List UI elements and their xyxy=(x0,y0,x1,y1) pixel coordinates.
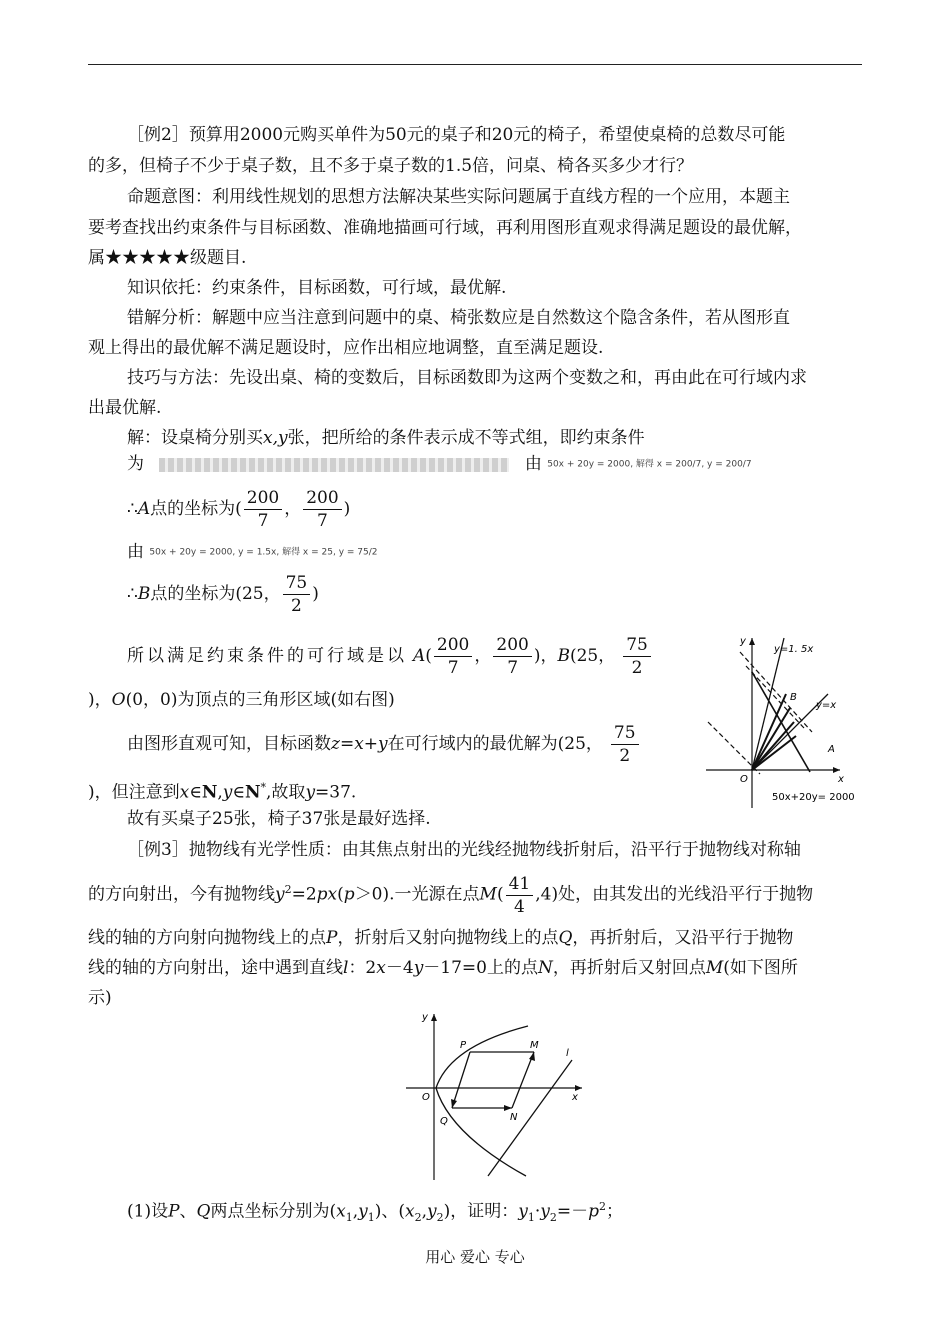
t: 的方向射出，今有抛物线 xyxy=(88,884,275,905)
t: )，证明： xyxy=(443,1201,519,1222)
comma: , xyxy=(217,782,223,803)
hatch-1 xyxy=(752,694,786,770)
fraction-75-2b xyxy=(623,634,651,679)
t: 、 xyxy=(179,1201,197,1222)
right-paren: ) xyxy=(343,499,351,519)
system1-tiny: 50x + 20y = 2000, 解得 x = 200/7, y = 200/7 xyxy=(547,459,752,470)
var-y: y xyxy=(540,1201,550,1222)
feasible-b-text: (25， xyxy=(569,646,616,666)
intent-line1: 命题意图：利用线性规划的思想方法解决某些实际问题属于直线方程的一个应用，本题主 xyxy=(127,187,790,207)
numerator: 75 xyxy=(611,722,639,745)
fraction-200-7c xyxy=(434,634,472,679)
x-arrow xyxy=(833,767,840,773)
t: ,4)处，由其发出的光线沿平行于抛物 xyxy=(535,884,814,905)
feasible-text: 所以满足约束条件的可行域是以 xyxy=(127,646,407,666)
t: ，再折射后，又沿平行于抛物 xyxy=(572,928,794,948)
var-y: y xyxy=(222,782,233,803)
solution-line xyxy=(127,426,645,450)
error-line1: 错解分析：解题中应当注意到问题中的桌、椅张数应是自然数这个隐含条件，若从图形直 xyxy=(127,308,790,328)
t: ( xyxy=(337,884,344,905)
point-a-text: 点的坐标为( xyxy=(150,499,242,519)
line-l xyxy=(488,1060,572,1176)
ex3-line3 xyxy=(88,926,793,950)
denominator: 4 xyxy=(514,896,525,917)
point-q: Q xyxy=(196,1201,211,1222)
arrow-q xyxy=(451,1099,457,1108)
sub: 2 xyxy=(549,1211,557,1225)
point-q: Q xyxy=(558,928,573,948)
denominator: 7 xyxy=(257,511,269,531)
star-sup: * xyxy=(260,781,267,794)
sub: 2 xyxy=(436,1211,444,1225)
comma: ， xyxy=(474,646,492,666)
dot: · xyxy=(534,1201,541,1222)
ex3-line4 xyxy=(88,956,798,980)
ex3-line2 xyxy=(88,866,813,919)
comma: ， xyxy=(284,499,302,519)
point-m: M xyxy=(479,884,497,905)
fraction-41-4 xyxy=(506,873,534,918)
t: (如下图所 xyxy=(723,958,798,978)
feasible-d-text: (0，0)为顶点的三角形区域(如右图) xyxy=(125,690,395,710)
feasible-region-line2 xyxy=(88,688,395,712)
objective-line-2 xyxy=(740,652,812,732)
element-of: ∈ xyxy=(189,782,202,803)
note-text: )，但注意到 xyxy=(88,782,180,803)
y-label: y xyxy=(422,1012,428,1023)
t: ，再折射后又射回点 xyxy=(552,958,706,978)
sub: 2 xyxy=(414,1211,422,1225)
var-p: p xyxy=(588,1201,600,1222)
constraint-line xyxy=(127,452,752,477)
x-arrow xyxy=(575,1085,582,1091)
ex3-line5: 示) xyxy=(88,988,112,1008)
m-label: M xyxy=(530,1040,539,1051)
point-b-name: B xyxy=(137,584,151,604)
system2-tiny: 50x + 20y = 2000, y = 1.5x, 解得 x = 25, y = 75/2 xyxy=(149,547,378,558)
y-arrow xyxy=(431,1014,437,1021)
ray-n-to-m xyxy=(512,1052,534,1108)
o-label: O xyxy=(422,1092,430,1103)
optimum-text-b: 在可行域内的最优解为(25， xyxy=(387,734,603,754)
point-p: P xyxy=(168,1201,180,1222)
t: ； xyxy=(606,1201,624,1222)
point-a-name: A xyxy=(137,499,151,519)
arrow-m xyxy=(529,1052,535,1061)
integer-note-line xyxy=(88,776,356,805)
paren-comma: )， xyxy=(533,646,558,666)
o-label: O xyxy=(740,774,748,785)
x-label: x xyxy=(838,774,844,785)
var-y: y xyxy=(275,884,285,905)
t: 线的轴的方向射出，途中遇到直线 xyxy=(88,958,343,978)
objective-function: z=x+y xyxy=(331,734,388,754)
arrow-n xyxy=(504,1105,512,1111)
sub: 1 xyxy=(527,1211,535,1225)
y-arrow xyxy=(749,638,755,645)
p-label: P xyxy=(460,1040,467,1051)
b-label: B xyxy=(790,692,797,703)
point-b-text: 点的坐标为(25， xyxy=(150,584,281,604)
answer-line: 故有买桌子25张，椅子37张是最好选择. xyxy=(127,809,431,829)
point-b-line xyxy=(127,570,319,618)
figure-feasible-region xyxy=(700,632,878,810)
t: (1)设 xyxy=(127,1201,169,1222)
a-label: A xyxy=(828,744,835,755)
denominator: 7 xyxy=(507,658,519,678)
you-text-2: 由 xyxy=(127,542,144,562)
optimum-text-a: 由图形直观可知，目标函数 xyxy=(127,734,331,754)
solution-text-a: 解：设桌椅分别买 xyxy=(127,428,263,448)
t: ( xyxy=(496,884,504,905)
point-a-line xyxy=(127,485,350,533)
fraction-75-2c xyxy=(611,722,639,767)
numerator: 200 xyxy=(303,487,341,510)
var-px: px xyxy=(316,884,338,905)
question-1-line xyxy=(127,1195,623,1230)
numerator: 41 xyxy=(506,873,534,896)
fraction-200-7b xyxy=(303,487,341,532)
fraction-75-2 xyxy=(283,572,311,617)
line1-label: y=1. 5x xyxy=(774,644,814,655)
note-text-d: ,故取 xyxy=(266,782,306,803)
feasible-b: B xyxy=(557,646,570,666)
t: 两点坐标分别为( xyxy=(210,1201,337,1222)
y-label: y xyxy=(740,636,746,647)
note-text-e: =37. xyxy=(315,782,357,803)
fraction-200-7d xyxy=(493,634,531,679)
numerator: 75 xyxy=(623,634,651,657)
paren-comma: )， xyxy=(88,690,112,710)
t: =－ xyxy=(556,1201,589,1222)
numerator: 75 xyxy=(283,572,311,595)
denominator: 2 xyxy=(291,596,302,616)
denominator: 2 xyxy=(619,746,631,766)
var-y: y xyxy=(358,1201,368,1222)
denominator: 7 xyxy=(447,658,459,678)
sub: 1 xyxy=(367,1211,375,1225)
intent-line3: 属★★★★★级题目. xyxy=(88,248,247,268)
line-l: l xyxy=(343,958,349,978)
fraction-200-7 xyxy=(244,487,282,532)
wei-text: 为 xyxy=(127,454,144,474)
denominator: 2 xyxy=(631,658,643,678)
basis-line: 知识依托：约束条件，目标函数，可行域，最优解. xyxy=(127,278,507,298)
t: , xyxy=(352,1201,359,1222)
error-line2: 观上得出的最优解不满足题设时，应作出相应地调整，直至满足题设. xyxy=(88,338,604,358)
sub: 1 xyxy=(345,1211,353,1225)
solution-text-b: 张，把所给的条件表示成不等式组，即约束条件 xyxy=(287,428,645,448)
element-of: ∈ xyxy=(232,782,245,803)
therefore-symbol: ∴ xyxy=(127,584,138,604)
t: 线的轴的方向射向抛物线上的点 xyxy=(88,928,326,948)
optimum-line xyxy=(127,720,641,768)
t: )、( xyxy=(374,1201,405,1222)
var-x: x xyxy=(376,958,386,978)
t: =2 xyxy=(291,884,317,905)
t: －17=0上的点 xyxy=(423,958,538,978)
var-x: x xyxy=(336,1201,346,1222)
page-footer: 用心 爱心 专心 xyxy=(425,1248,525,1266)
var-x: x xyxy=(179,782,190,803)
numerator: 200 xyxy=(244,487,282,510)
t: ，折射后又射向抛物线上的点 xyxy=(337,928,559,948)
numerator: 200 xyxy=(434,634,472,657)
t: , xyxy=(421,1201,427,1222)
t: ＞0).一光源在点 xyxy=(354,884,480,905)
intent-line2: 要考查找出约束条件与目标函数、准确地描画可行域，再利用图形直观求得满足题设的最优解， xyxy=(88,218,802,238)
ex2-line1: ［例2］预算用2000元购买单件为50元的桌子和20元的椅子，希望使桌椅的总数尽可能 xyxy=(127,125,786,145)
t: －4 xyxy=(385,958,414,978)
t: ：2 xyxy=(348,958,377,978)
hatch-2 xyxy=(752,708,790,770)
var-x: x xyxy=(405,1201,415,1222)
naturals-n: N xyxy=(201,782,218,803)
feasible-region-line1 xyxy=(127,632,653,680)
sup: 2 xyxy=(284,883,292,896)
technique-line2: 出最优解. xyxy=(88,398,162,418)
feasible-a: A xyxy=(413,646,426,666)
numerator: 200 xyxy=(493,634,531,657)
x-label: x xyxy=(572,1092,578,1103)
var-p: p xyxy=(343,884,355,905)
n-label: N xyxy=(510,1112,518,1123)
therefore-symbol: ∴ xyxy=(127,499,138,519)
q-label: Q xyxy=(440,1116,448,1127)
figure-parabola xyxy=(400,1008,585,1183)
line3-label: 50x+20y= 2000 xyxy=(772,792,855,803)
line2-label: y=x xyxy=(816,700,837,711)
solution-vars: x,y xyxy=(263,428,288,448)
origin-o: O xyxy=(111,690,126,710)
l-label: l xyxy=(566,1048,569,1059)
point-m: M xyxy=(705,958,724,978)
technique-line1: 技巧与方法：先设出桌、椅的变数后，目标函数即为这两个变数之和，再由此在可行域内求 xyxy=(127,368,807,388)
var-y: y xyxy=(518,1201,528,1222)
right-paren: ) xyxy=(312,584,319,604)
ex3-line1: ［例3］抛物线有光学性质：由其焦点射出的光线经抛物线折射后，沿平行于抛物线对称轴 xyxy=(127,840,801,860)
system2-line xyxy=(127,540,378,565)
var-y: y xyxy=(427,1201,437,1222)
you-text: 由 xyxy=(524,454,542,474)
var-y: y xyxy=(305,782,316,803)
constraint-system-image xyxy=(159,458,509,472)
denominator: 7 xyxy=(317,511,328,531)
point-p: P xyxy=(326,928,338,948)
point-n: N xyxy=(538,958,553,978)
left-paren: ( xyxy=(425,646,432,666)
ex2-line2: 的多，但椅子不少于桌子数，且不多于桌子数的1.5倍，问桌、椅各买多少才行？ xyxy=(88,156,694,176)
sup: 2 xyxy=(599,1200,607,1213)
header-rule xyxy=(88,64,862,65)
naturals-n-star: N xyxy=(244,782,261,803)
var-y: y xyxy=(413,958,424,978)
